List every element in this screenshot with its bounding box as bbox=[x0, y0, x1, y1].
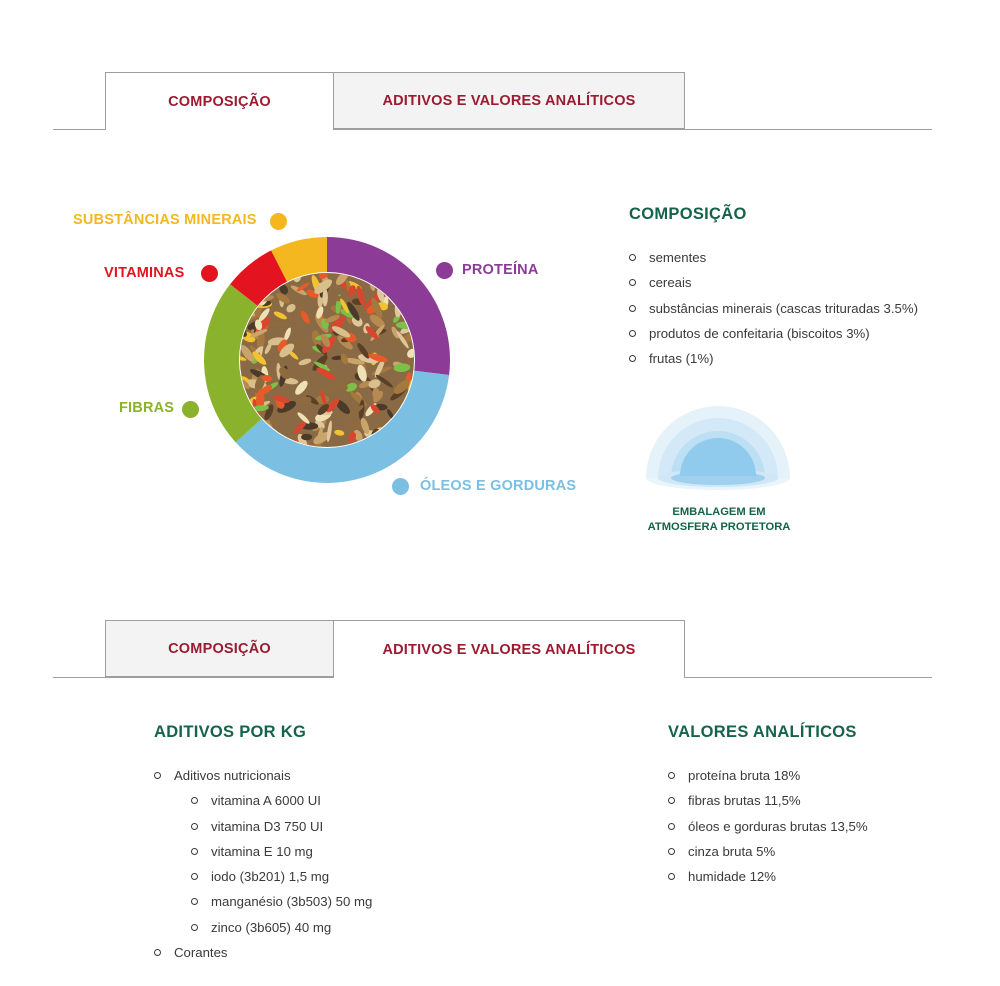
tab-aditivos[interactable] bbox=[333, 620, 685, 678]
label-fibras: FIBRAS bbox=[119, 400, 175, 416]
tab-aditivos-label: ADITIVOS E VALORES ANALÍTICOS bbox=[382, 641, 636, 658]
additives-title: ADITIVOS POR KG bbox=[154, 723, 307, 741]
label-proteina: PROTEÍNA bbox=[462, 262, 539, 278]
dot-proteina bbox=[436, 262, 453, 279]
dot-substancias bbox=[270, 213, 287, 230]
nutritional-sublist bbox=[191, 788, 372, 940]
list-item: cereais bbox=[629, 270, 918, 295]
badge-line-2: ATMOSFERA PROTETORA bbox=[647, 521, 791, 533]
list-item: humidade 12% bbox=[668, 864, 868, 889]
label-oleos: ÓLEOS E GORDURAS bbox=[420, 478, 577, 494]
dot-vitaminas bbox=[201, 265, 218, 282]
tab-aditivos[interactable] bbox=[333, 72, 685, 129]
tab-composicao[interactable] bbox=[105, 620, 334, 677]
additives-list bbox=[154, 763, 373, 965]
additive-group-nutritional bbox=[154, 763, 373, 940]
badge-line-1: EMBALAGEM EM bbox=[672, 506, 766, 518]
additive-group-label: Corantes bbox=[174, 945, 228, 961]
dot-fibras bbox=[182, 401, 199, 418]
label-substancias: SUBSTÂNCIAS MINERAIS bbox=[73, 212, 257, 228]
composition-list bbox=[629, 245, 918, 371]
composition-title: COMPOSIÇÃO bbox=[629, 205, 747, 223]
bottom-tabbar bbox=[0, 620, 1000, 680]
additive-group-colorants bbox=[154, 940, 355, 965]
seed-grain bbox=[301, 434, 312, 441]
badge-caption bbox=[623, 505, 815, 535]
label-vitaminas: VITAMINAS bbox=[104, 265, 185, 281]
list-item: cinza bruta 5% bbox=[668, 839, 868, 864]
list-item: óleos e gorduras brutas 13,5% bbox=[668, 814, 868, 839]
list-item: frutas (1%) bbox=[629, 346, 918, 371]
list-item: fibras brutas 11,5% bbox=[668, 788, 868, 813]
tab-composicao[interactable] bbox=[105, 72, 334, 130]
list-item: zinco (3b605) 40 mg bbox=[191, 915, 372, 940]
seed-grain bbox=[270, 322, 289, 327]
list-item: vitamina A 6000 UI bbox=[191, 788, 372, 813]
list-item: vitamina D3 750 UI bbox=[191, 814, 372, 839]
dot-oleos bbox=[392, 478, 409, 495]
analytics-list bbox=[668, 763, 868, 889]
list-item: manganésio (3b503) 50 mg bbox=[191, 889, 372, 914]
tab-aditivos-label: ADITIVOS E VALORES ANALÍTICOS bbox=[382, 92, 636, 109]
list-item: proteína bruta 18% bbox=[668, 763, 868, 788]
list-item: substâncias minerais (cascas trituradas 3.5%) bbox=[629, 296, 918, 321]
tab-composicao-label: COMPOSIÇÃO bbox=[168, 93, 271, 110]
protective-atmosphere-icon bbox=[638, 402, 798, 494]
list-item: produtos de confeitaria (biscoitos 3%) bbox=[629, 321, 918, 346]
top-tabbar bbox=[0, 72, 1000, 132]
list-item: iodo (3b201) 1,5 mg bbox=[191, 864, 372, 889]
list-item: vitamina E 10 mg bbox=[191, 839, 372, 864]
composition-donut bbox=[177, 210, 477, 510]
tab-composicao-label: COMPOSIÇÃO bbox=[168, 640, 271, 657]
additive-group-label: Aditivos nutricionais bbox=[174, 768, 291, 783]
list-item: sementes bbox=[629, 245, 918, 270]
analytics-title: VALORES ANALÍTICOS bbox=[668, 723, 857, 741]
